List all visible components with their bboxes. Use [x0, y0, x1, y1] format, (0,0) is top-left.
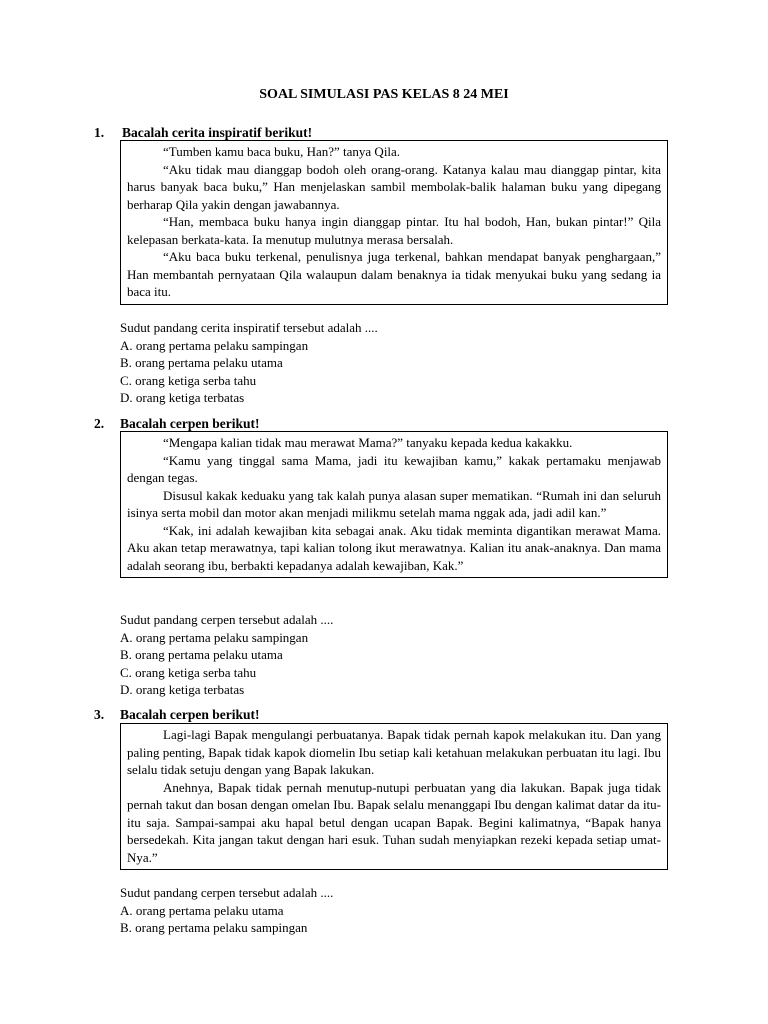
question-2-passage: [120, 431, 668, 578]
answer-option[interactable]: A. orang pertama pelaku sampingan: [120, 337, 309, 353]
question-text: Sudut pandang cerpen tersebut adalah ....: [120, 885, 334, 900]
question-1-body: [120, 319, 378, 407]
answer-option[interactable]: B. orang pertama pelaku utama: [120, 355, 283, 370]
passage-paragraph: “Kak, ini adalah kewajiban kita sebagai anak. Aku tidak meminta digantikan merawat Mama. Aku akan tetap merawatnya, tapi kalian tolong ikut merawatnya. Kalian itu anak-anaknya. Dan mama adalah seorang ibu, berbakti kepadanya adalah kewajiban, Kak.”: [127, 522, 661, 573]
answer-option[interactable]: D. orang ketiga terbatas: [120, 390, 245, 405]
passage-paragraph: “Aku tidak mau dianggap bodoh oleh orang-orang. Katanya kalau mau dianggap pintar, kita harus banyak baca buku,” Han menjelaskan sambil membolak-balik halaman buku yang dipegang berharap Qila yakin dengan jawabannya.: [127, 161, 661, 212]
question-instruction: Bacalah cerpen berikut!: [120, 707, 260, 722]
answer-option[interactable]: C. orang ketiga serba tahu: [120, 664, 257, 680]
answer-option[interactable]: D. orang ketiga terbatas: [120, 682, 245, 697]
question-2-heading: [94, 415, 260, 433]
passage-paragraph: “Mengapa kalian tidak mau merawat Mama?” tanyaku kepada kedua kakakku.: [163, 435, 573, 450]
question-number: 1.: [94, 125, 105, 140]
answer-option[interactable]: A. orang pertama pelaku sampingan: [120, 629, 309, 645]
answer-option[interactable]: B. orang pertama pelaku sampingan: [120, 920, 308, 935]
passage-paragraph: “Aku baca buku terkenal, penulisnya juga terkenal, bahkan mendapat banyak penghargaan,” Han membantah pernyataan Qila walaupun dalam benaknya ia tidak menyukai buku yang sedang ia baca itu.: [127, 249, 661, 299]
passage-paragraph: Disusul kakak keduaku yang tak kalah punya alasan super mematikan. “Rumah ini dan seluruh isinya serta mobil dan motor akan menjadi milikmu setelah mama nggak ada, jadi adil kan.”: [127, 487, 661, 520]
question-instruction: Bacalah cerpen berikut!: [120, 416, 260, 431]
page-title: SOAL SIMULASI PAS KELAS 8 24 MEI: [259, 87, 509, 102]
question-1-heading: [94, 124, 312, 142]
passage-paragraph: Anehnya, Bapak tidak pernah menutup-nutupi perbuatan yang dia lakukan. Bapak juga tidak pernah takut dan bosan dengan omelan Ibu. Bapak selalu menanggapi Ibu dengan kalimat datar da itu-itu saja. Sampai-sampai aku hapal betul dengan ucapan Bapak. Begini kalimatnya, “Bapak hanya bersedekah. Kita jangan takut dengan hari esuk. Tuhan sudah menyiapkan rezeki kepada setiap umat-Nya.”: [127, 779, 661, 865]
question-3-passage: [120, 723, 668, 870]
question-3-body: [120, 884, 333, 937]
passage-paragraph: “Kamu yang tinggal sama Mama, jadi itu kewajiban kamu,” kakak pertamaku menjawab dengan tegas.: [127, 452, 661, 485]
passage-paragraph: “Han, membaca buku hanya ingin dianggap pintar. Itu hal bodoh, Han, bukan pintar!” Qila kelepasan berkata-kata. Ia menutup mulutnya merasa bersalah.: [127, 214, 661, 247]
passage-paragraph: “Tumben kamu baca buku, Han?” tanya Qila.: [163, 144, 401, 159]
question-2-body: [120, 611, 333, 699]
answer-option[interactable]: A. orang pertama pelaku utama: [120, 902, 284, 918]
question-text: Sudut pandang cerita inspiratif tersebut adalah ....: [120, 320, 378, 335]
answer-option[interactable]: C. orang ketiga serba tahu: [120, 372, 257, 388]
question-3-heading: [94, 706, 260, 724]
question-1-passage: [120, 140, 668, 305]
question-text: Sudut pandang cerpen tersebut adalah ....: [120, 612, 334, 627]
question-number: 2.: [94, 416, 105, 431]
passage-paragraph: Lagi-lagi Bapak mengulangi perbuatanya. Bapak tidak pernah kapok melakukan itu. Dan yang paling penting, Bapak tidak kapok diomelin Ibu setiap kali ketahuan melakukan perbuatan itu lagi. Ibu selalu tidak setuju dengan yang Bapak lakukan.: [127, 727, 661, 777]
question-instruction: Bacalah cerita inspiratif berikut!: [122, 125, 313, 140]
answer-option[interactable]: B. orang pertama pelaku utama: [120, 647, 283, 662]
question-number: 3.: [94, 707, 105, 722]
